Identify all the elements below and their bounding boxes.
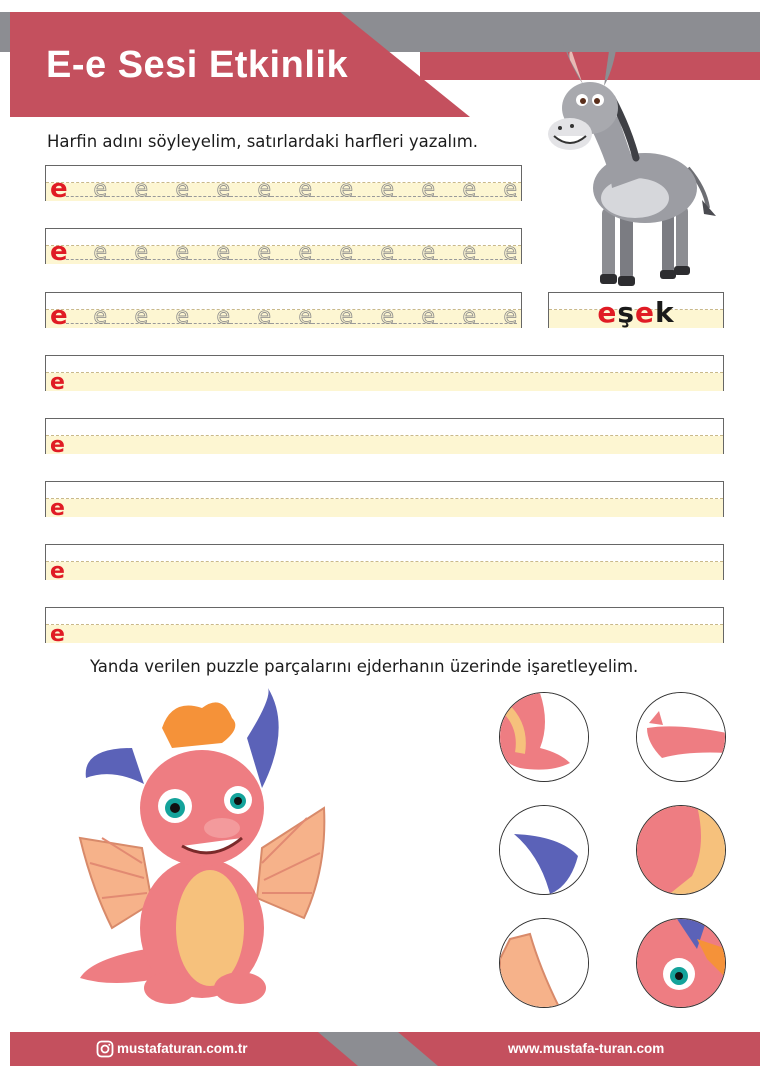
donkey-illustration [540, 38, 720, 290]
dotted-letter: e [66, 179, 107, 197]
dotted-letter: e [148, 242, 189, 260]
row-guide-line [46, 624, 723, 625]
dotted-letter: e [312, 179, 353, 197]
puzzle-piece-arm[interactable] [636, 805, 726, 895]
lead-letter: e [50, 622, 65, 647]
writing-row-4[interactable] [45, 544, 724, 584]
writing-row-5[interactable] [45, 607, 724, 647]
dotted-letter: e [435, 179, 476, 197]
row-band [46, 562, 723, 580]
dotted-letter: e [189, 306, 230, 324]
lead-letter: e [50, 559, 65, 584]
puzzle-piece-eye[interactable] [636, 918, 726, 1008]
row-guide-line [46, 561, 723, 562]
dotted-letter: e [107, 242, 148, 260]
word-box [548, 292, 724, 328]
instagram-icon [96, 1040, 114, 1058]
lead-letter: e [50, 370, 65, 395]
eye-piece-image [637, 919, 726, 1008]
puzzle-piece-tail[interactable] [636, 692, 726, 782]
tracing-row-1[interactable] [45, 165, 522, 204]
dotted-letter: e [353, 306, 394, 324]
row-band [46, 625, 723, 643]
dotted-letter: e [148, 306, 189, 324]
dotted-letter: e [476, 242, 517, 260]
dotted-letter: e [271, 242, 312, 260]
writing-instruction: Harfin adını söyleyelim, satırlardaki harfleri yazalım. [47, 132, 479, 151]
writing-row-3[interactable] [45, 481, 724, 521]
puzzle-instruction: Yanda verilen puzzle parçalarını ejderhanın üzerinde işaretleyelim. [90, 657, 639, 676]
dotted-letter: e [435, 242, 476, 260]
word-letter-2: ş [617, 296, 636, 329]
page-title: E-e Sesi Etkinlik [46, 44, 349, 86]
dotted-letter: e [148, 179, 189, 197]
dotted-letter: e [107, 306, 148, 324]
leg-piece-image [500, 693, 589, 782]
instagram-handle[interactable]: mustafaturan.com.tr [117, 1041, 248, 1056]
dotted-letter: e [394, 306, 435, 324]
dotted-letter: e [476, 179, 517, 197]
puzzle-piece-leg[interactable] [499, 692, 589, 782]
arm-piece-image [637, 806, 726, 895]
row-band [46, 499, 723, 517]
dotted-letters [66, 240, 517, 265]
dotted-letter: e [312, 242, 353, 260]
lead-letter: e [50, 433, 65, 458]
dotted-letter: e [189, 242, 230, 260]
dotted-letter: e [394, 242, 435, 260]
row-band [46, 436, 723, 454]
dotted-letter: e [353, 179, 394, 197]
horn-piece-image [500, 806, 589, 895]
dotted-letter: e [435, 306, 476, 324]
dotted-letter: e [66, 242, 107, 260]
dotted-letter: e [230, 306, 271, 324]
puzzle-piece-wing[interactable] [499, 918, 589, 1008]
word-letter-3: e [635, 296, 656, 329]
dotted-letters [66, 304, 517, 329]
dotted-letters [66, 177, 517, 202]
row-guide-line [46, 372, 723, 373]
word-letter-1: e [597, 296, 618, 329]
dotted-letter: e [271, 179, 312, 197]
dotted-letter: e [189, 179, 230, 197]
dotted-letter: e [230, 179, 271, 197]
lead-letter: e [50, 301, 68, 331]
tracing-row-2[interactable] [45, 228, 522, 267]
writing-row-2[interactable] [45, 418, 724, 458]
tail-piece-image [637, 693, 726, 782]
writing-row-1[interactable] [45, 355, 724, 395]
tracing-row-3[interactable] [45, 292, 522, 331]
dotted-letter: e [271, 306, 312, 324]
lead-letter: e [50, 174, 68, 204]
dotted-letter: e [476, 306, 517, 324]
puzzle-piece-horn[interactable] [499, 805, 589, 895]
website-link[interactable]: www.mustafa-turan.com [508, 1041, 665, 1056]
dotted-letter: e [230, 242, 271, 260]
dotted-letter: e [353, 242, 394, 260]
dotted-letter: e [107, 179, 148, 197]
row-guide-line [46, 435, 723, 436]
lead-letter: e [50, 237, 68, 267]
word-letter-4: k [655, 296, 675, 329]
row-guide-line [46, 498, 723, 499]
row-band [46, 373, 723, 391]
lead-letter: e [50, 496, 65, 521]
dotted-letter: e [394, 179, 435, 197]
dragon-illustration [72, 688, 334, 1018]
dotted-letter: e [66, 306, 107, 324]
wing-piece-image [500, 919, 589, 1008]
dotted-letter: e [312, 306, 353, 324]
example-word [549, 296, 723, 329]
